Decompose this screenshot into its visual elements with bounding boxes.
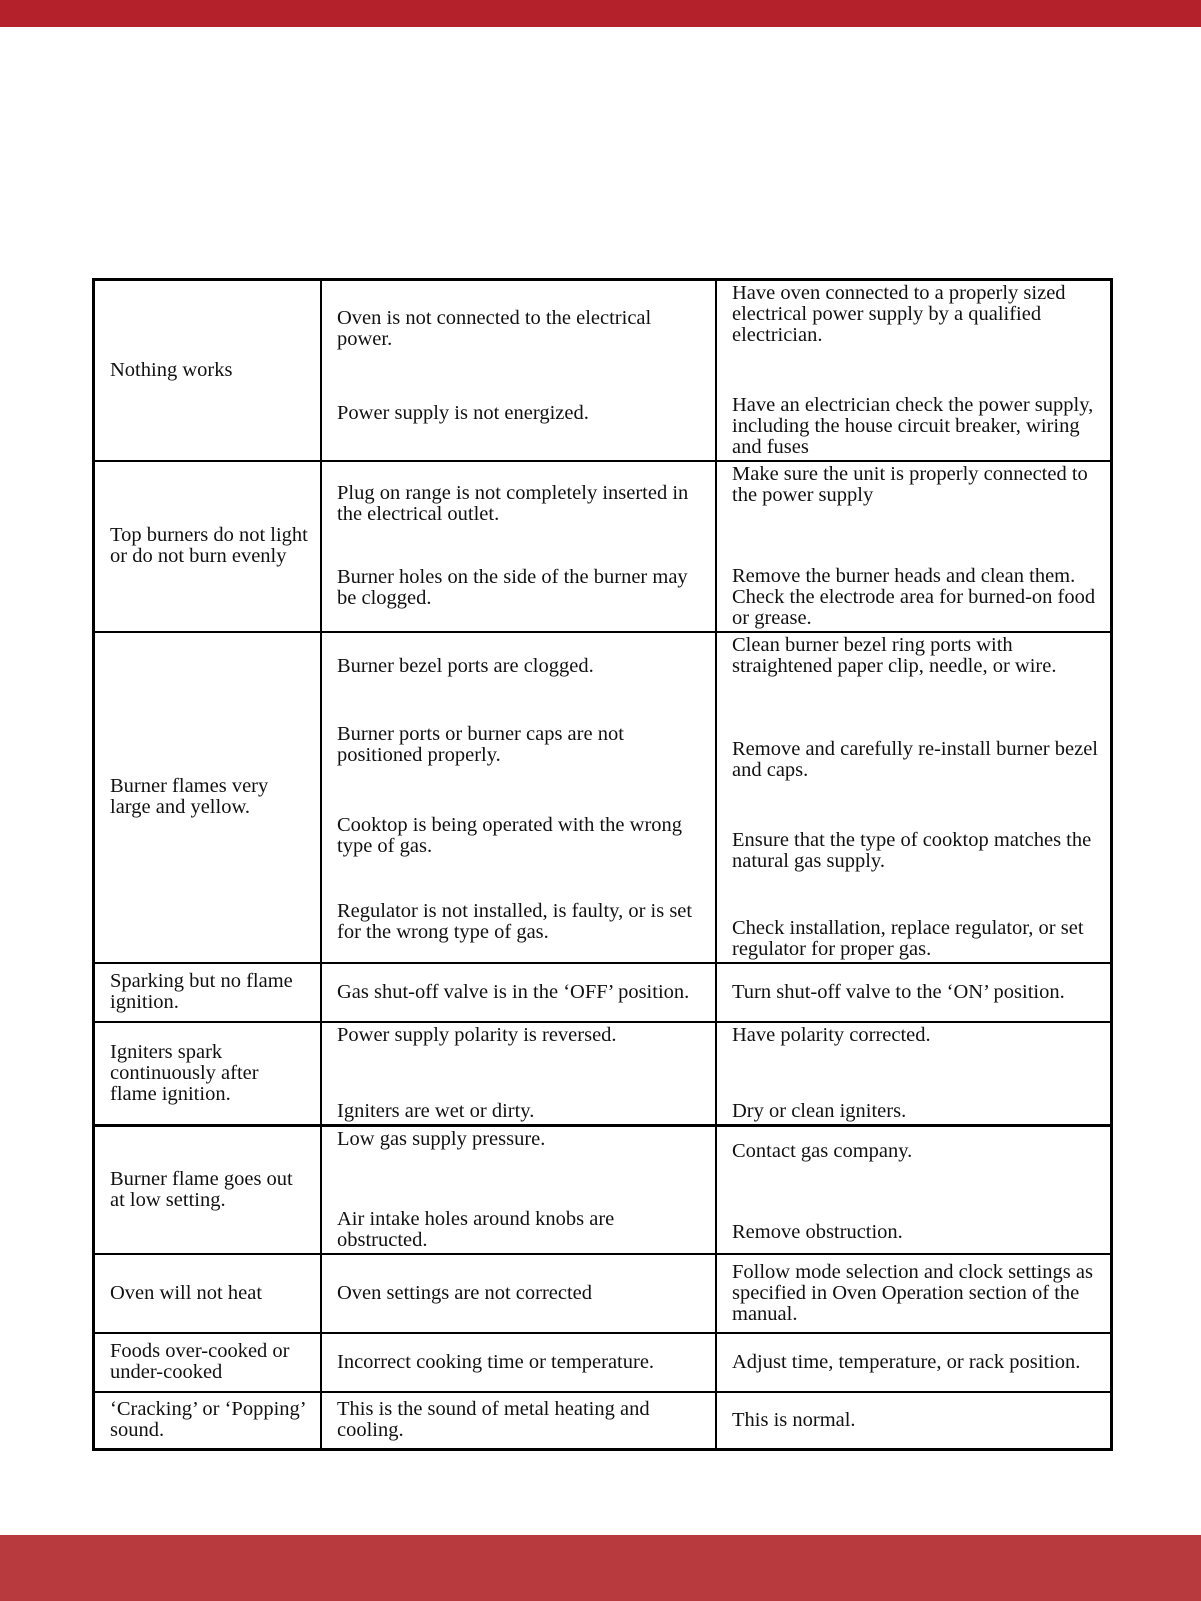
table-row — [94, 461, 1112, 546]
solution-cell: Ensure that the type of cooktop matches the natural gas supply. — [716, 791, 1112, 882]
cause-cell: Incorrect cooking time or temperature. — [321, 1333, 716, 1392]
problem-cell: Igniters spark continuously after flame ignition. — [94, 1022, 322, 1126]
solution-cell: Have oven connected to a properly sized electrical power supply by a qualified electrician. — [716, 280, 1112, 378]
solution-cell: Have polarity corrected. — [716, 1022, 1112, 1078]
solution-cell: Make sure the unit is properly connected to the power supply — [716, 461, 1112, 546]
problem-cell: ‘Cracking’ or ‘Popping’ sound. — [94, 1392, 322, 1450]
table-row — [94, 632, 1112, 700]
cause-cell: Power supply is not energized. — [321, 378, 716, 461]
cause-cell: This is the sound of metal heating and cooling. — [321, 1392, 716, 1450]
cause-cell: Oven settings are not corrected — [321, 1254, 716, 1333]
cause-cell: Low gas supply pressure. — [321, 1126, 716, 1191]
solution-cell: Adjust time, temperature, or rack position. — [716, 1333, 1112, 1392]
table-row — [94, 1392, 1112, 1450]
cause-cell: Regulator is not installed, is faulty, or is set for the wrong type of gas. — [321, 882, 716, 963]
table-row — [94, 1126, 1112, 1191]
problem-cell: Nothing works — [94, 280, 322, 461]
cause-cell: Burner bezel ports are clogged. — [321, 632, 716, 700]
solution-cell: Remove the burner heads and clean them. Check the electrode area for burned-on food or grease. — [716, 546, 1112, 632]
footer-bar — [0, 1535, 1201, 1601]
table-row — [94, 280, 1112, 378]
cause-cell: Gas shut-off valve is in the ‘OFF’ position. — [321, 963, 716, 1022]
cause-cell: Plug on range is not completely inserted in the electrical outlet. — [321, 461, 716, 546]
cause-cell: Burner ports or burner caps are not positioned properly. — [321, 700, 716, 791]
header-bar — [0, 0, 1201, 27]
solution-cell: This is normal. — [716, 1392, 1112, 1450]
cause-cell: Air intake holes around knobs are obstructed. — [321, 1191, 716, 1254]
solution-cell: Dry or clean igniters. — [716, 1078, 1112, 1126]
table-row — [94, 963, 1112, 1022]
cause-cell: Power supply polarity is reversed. — [321, 1022, 716, 1078]
solution-cell: Remove obstruction. — [716, 1191, 1112, 1254]
solution-cell: Have an electrician check the power supply, including the house circuit breaker, wiring and fuses — [716, 378, 1112, 461]
table-row — [94, 1333, 1112, 1392]
table-row — [94, 1022, 1112, 1078]
cause-cell: Igniters are wet or dirty. — [321, 1078, 716, 1126]
problem-cell: Sparking but no flame ignition. — [94, 963, 322, 1022]
problem-cell: Oven will not heat — [94, 1254, 322, 1333]
solution-cell: Remove and carefully re-install burner bezel and caps. — [716, 700, 1112, 791]
problem-cell: Burner flames very large and yellow. — [94, 632, 322, 963]
solution-cell: Check installation, replace regulator, or set regulator for proper gas. — [716, 882, 1112, 963]
solution-cell: Clean burner bezel ring ports with straightened paper clip, needle, or wire. — [716, 632, 1112, 700]
cause-cell: Oven is not connected to the electrical power. — [321, 280, 716, 378]
problem-cell: Burner flame goes out at low setting. — [94, 1126, 322, 1254]
table-row — [94, 1254, 1112, 1333]
solution-cell: Follow mode selection and clock settings as specified in Oven Operation section of the manual. — [716, 1254, 1112, 1333]
problem-cell: Top burners do not light or do not burn evenly — [94, 461, 322, 632]
cause-cell: Cooktop is being operated with the wrong type of gas. — [321, 791, 716, 882]
cause-cell: Burner holes on the side of the burner may be clogged. — [321, 546, 716, 632]
solution-cell: Turn shut-off valve to the ‘ON’ position. — [716, 963, 1112, 1022]
problem-cell: Foods over-cooked or under-cooked — [94, 1333, 322, 1392]
troubleshooting-table — [92, 278, 1113, 1451]
solution-cell: Contact gas company. — [716, 1126, 1112, 1191]
